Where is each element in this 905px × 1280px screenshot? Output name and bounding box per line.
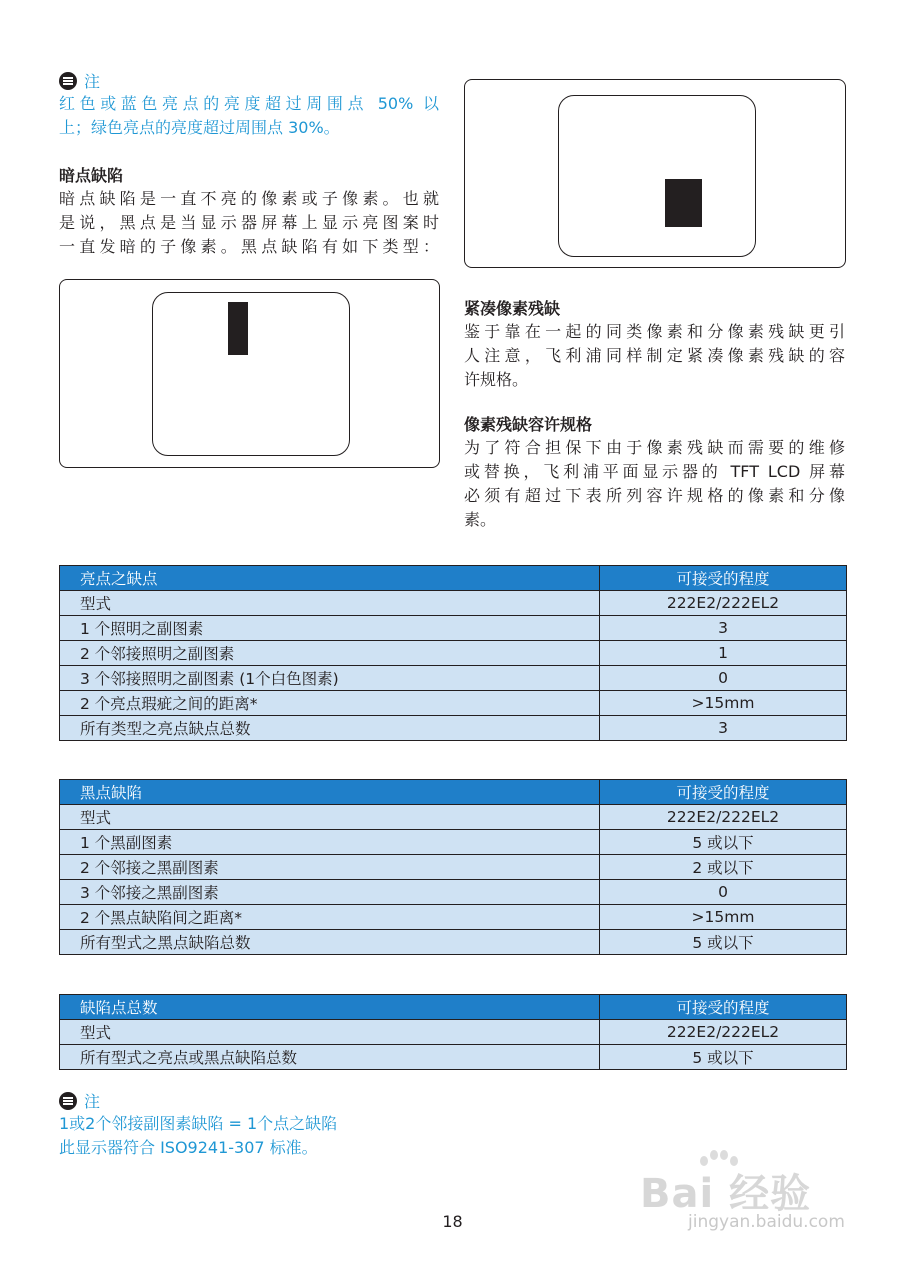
paragraph-line: 是说，黑点是当显示器屏幕上显示亮图案时 [59, 213, 439, 232]
baidu-jingyan-logo: Bai 经验 [640, 1171, 812, 1217]
paragraph-line: 许规格。 [464, 370, 529, 389]
table-header-row [60, 566, 847, 591]
table-cell: >15mm [600, 691, 847, 716]
paragraph-line: 鉴于靠在一起的同类像素和分像素残缺更引 [464, 322, 845, 341]
table-cell: 1 个照明之副图素 [60, 616, 600, 641]
section-heading-tolerance: 像素残缺容许规格 [464, 415, 593, 434]
paragraph-line: 人注意，飞利浦同样制定紧凑像素残缺的容 [464, 346, 845, 365]
dark-dot-table [59, 779, 847, 955]
proximity-illustration [464, 79, 846, 268]
table-header-cell: 可接受的程度 [600, 780, 847, 805]
paragraph-line: 一直发暗的子像素。黑点缺陷有如下类型： [59, 237, 439, 256]
table-cell: 1 个黑副图素 [60, 830, 600, 855]
table-cell: 所有型式之黑点缺陷总数 [60, 930, 600, 955]
table-cell: 5 或以下 [600, 930, 847, 955]
table-cell: 2 个邻接照明之副图素 [60, 641, 600, 666]
dark-pixel-block [665, 179, 702, 227]
table-row [60, 616, 847, 641]
table-cell: 5 或以下 [600, 1045, 847, 1070]
table-row [60, 830, 847, 855]
table-row [60, 1020, 847, 1045]
table-row [60, 930, 847, 955]
table-row [60, 805, 847, 830]
paragraph-line: 必须有超过下表所列容许规格的像素和分像 [464, 486, 845, 505]
note-line: 红色或蓝色亮点的亮度超过周围点 50% 以 [59, 94, 439, 113]
table-cell: 型式 [60, 1020, 600, 1045]
screen-shape [558, 95, 756, 257]
table-cell: 3 [600, 616, 847, 641]
table-cell: 222E2/222EL2 [600, 591, 847, 616]
dark-dot-illustration [59, 279, 440, 468]
table-row [60, 666, 847, 691]
table-cell: 2 个亮点瑕疵之间的距离* [60, 691, 600, 716]
section-heading-proximity: 紧凑像素残缺 [464, 299, 561, 318]
table-row [60, 1045, 847, 1070]
note-line: 上；绿色亮点的亮度超过周围点 30%。 [59, 118, 340, 137]
table-cell: 型式 [60, 805, 600, 830]
table-header-cell: 亮点之缺点 [60, 566, 600, 591]
table-cell: 2 个邻接之黑副图素 [60, 855, 600, 880]
table-header-cell: 缺陷点总数 [60, 995, 600, 1020]
table-cell: 2 或以下 [600, 855, 847, 880]
table-cell: >15mm [600, 905, 847, 930]
table-row [60, 716, 847, 741]
dark-subpixel [228, 302, 248, 355]
table-cell: 1 [600, 641, 847, 666]
note-line: 此显示器符合 ISO9241-307 标准。 [59, 1138, 318, 1157]
table-header-row [60, 780, 847, 805]
note-label: 注 [84, 72, 101, 91]
table-cell: 3 个邻接照明之副图素 (1个白色图素) [60, 666, 600, 691]
paragraph-line: 素。 [464, 510, 497, 529]
table-row [60, 855, 847, 880]
table-header-cell: 可接受的程度 [600, 566, 847, 591]
paragraph-line: 为了符合担保下由于像素残缺而需要的维修 [464, 438, 845, 457]
table-header-row [60, 995, 847, 1020]
note-icon [59, 1092, 77, 1110]
table-cell: 所有型式之亮点或黑点缺陷总数 [60, 1045, 600, 1070]
table-row [60, 691, 847, 716]
paragraph-line: 或替换，飞利浦平面显示器的 TFT LCD 屏幕 [464, 462, 845, 481]
page-number: 18 [442, 1212, 463, 1231]
table-row [60, 591, 847, 616]
table-row [60, 641, 847, 666]
note-line: 1或2个邻接副图素缺陷 = 1个点之缺陷 [59, 1114, 338, 1133]
watermark-url: jingyan.baidu.com [688, 1212, 845, 1232]
table-cell: 222E2/222EL2 [600, 805, 847, 830]
table-header-cell: 黑点缺陷 [60, 780, 600, 805]
note-header [59, 1089, 100, 1112]
table-cell: 0 [600, 880, 847, 905]
section-heading-dark-dot: 暗点缺陷 [59, 166, 124, 185]
table-cell: 3 个邻接之黑副图素 [60, 880, 600, 905]
table-cell: 所有类型之亮点缺点总数 [60, 716, 600, 741]
paw-icon [700, 1148, 740, 1168]
table-cell: 222E2/222EL2 [600, 1020, 847, 1045]
table-cell: 型式 [60, 591, 600, 616]
bright-dot-table [59, 565, 847, 741]
note-icon [59, 72, 77, 90]
table-cell: 2 个黑点缺陷间之距离* [60, 905, 600, 930]
total-defect-table [59, 994, 847, 1070]
note-label: 注 [84, 1092, 101, 1111]
paragraph-line: 暗点缺陷是一直不亮的像素或子像素。也就 [59, 189, 439, 208]
note-header [59, 69, 100, 92]
screen-shape [152, 292, 350, 456]
table-cell: 3 [600, 716, 847, 741]
table-header-cell: 可接受的程度 [600, 995, 847, 1020]
table-row [60, 880, 847, 905]
table-row [60, 905, 847, 930]
table-cell: 5 或以下 [600, 830, 847, 855]
table-cell: 0 [600, 666, 847, 691]
